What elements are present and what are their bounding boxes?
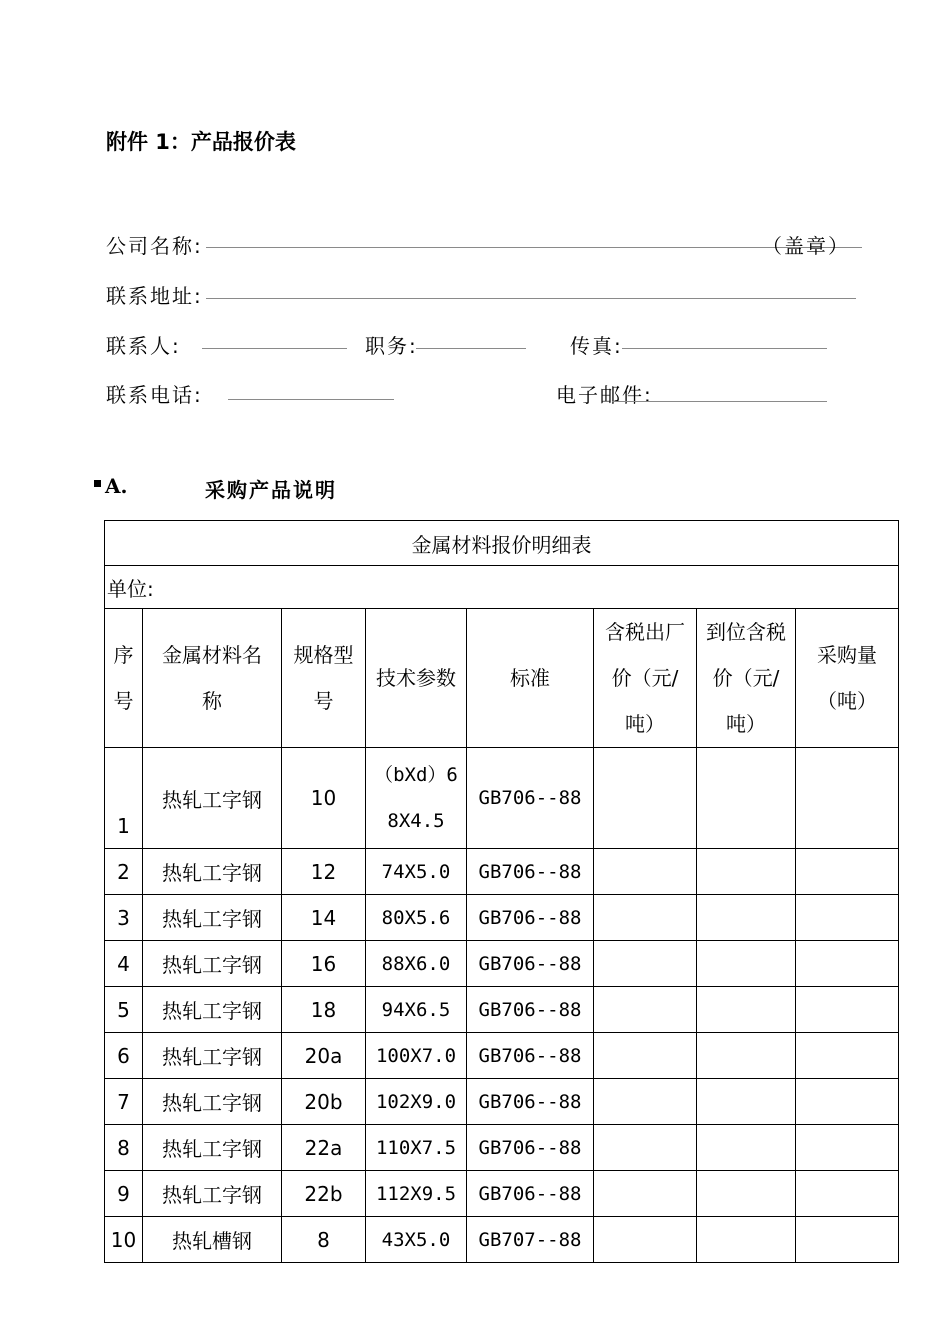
cell-delivered-price[interactable] [697,1125,796,1171]
phone-label: 联系电话: [106,383,203,407]
table-row [105,1033,899,1079]
cell-material-name: 热轧工字钢 [143,1033,282,1079]
cell-quantity[interactable] [796,1125,899,1171]
cell-spec: 14 [282,895,366,941]
cell-spec: 16 [282,941,366,987]
cell-standard: GB706--88 [467,849,594,895]
cell-delivered-price[interactable] [697,849,796,895]
cell-tech-params: 100X7.0 [366,1033,467,1079]
cell-material-name: 热轧工字钢 [143,748,282,849]
email-line[interactable] [612,401,827,402]
cell-material-name: 热轧工字钢 [143,941,282,987]
unit-label: 单位: [105,566,899,609]
table-caption: 金属材料报价明细表 [105,521,899,566]
cell-factory-price[interactable] [594,1079,697,1125]
cell-seq: 8 [105,1125,143,1171]
contact-person-line[interactable] [202,348,347,349]
cell-material-name: 热轧工字钢 [143,895,282,941]
cell-quantity[interactable] [796,895,899,941]
cell-standard: GB706--88 [467,895,594,941]
table-row [105,1217,899,1263]
cell-seq: 7 [105,1079,143,1125]
cell-seq: 6 [105,1033,143,1079]
cell-tech-params: 80X5.6 [366,895,467,941]
cell-tech-params: 74X5.0 [366,849,467,895]
table-row [105,987,899,1033]
cell-standard: GB706--88 [467,1125,594,1171]
cell-factory-price[interactable] [594,748,697,849]
table-row [105,748,899,849]
cell-standard: GB707--88 [467,1217,594,1263]
table-row [105,1171,899,1217]
cell-standard: GB706--88 [467,941,594,987]
cell-quantity[interactable] [796,987,899,1033]
cell-standard: GB706--88 [467,987,594,1033]
cell-quantity[interactable] [796,748,899,849]
cell-spec: 18 [282,987,366,1033]
cell-delivered-price[interactable] [697,748,796,849]
table-row [105,895,899,941]
cell-spec: 20a [282,1033,366,1079]
phone-line[interactable] [228,399,394,400]
company-name-label: 公司名称: [106,234,203,258]
cell-seq: 4 [105,941,143,987]
cell-spec: 20b [282,1079,366,1125]
cell-spec: 8 [282,1217,366,1263]
address-label: 联系地址: [106,284,203,308]
cell-standard: GB706--88 [467,1079,594,1125]
cell-factory-price[interactable] [594,1171,697,1217]
cell-material-name: 热轧槽钢 [143,1217,282,1263]
cell-delivered-price[interactable] [697,895,796,941]
cell-tech-params: 102X9.0 [366,1079,467,1125]
section-title: 采购产品说明 [205,478,337,502]
table-header-row [105,609,899,748]
cell-spec: 22b [282,1171,366,1217]
cell-delivered-price[interactable] [697,1033,796,1079]
cell-tech-params: 88X6.0 [366,941,467,987]
cell-material-name: 热轧工字钢 [143,1125,282,1171]
cell-quantity[interactable] [796,849,899,895]
cell-quantity[interactable] [796,1217,899,1263]
cell-tech-params: 112X9.5 [366,1171,467,1217]
seal-note: （盖章） [762,234,850,258]
header-tech-params: 技术参数 [366,609,467,748]
cell-tech-params: 110X7.5 [366,1125,467,1171]
cell-quantity[interactable] [796,1171,899,1217]
section-bullet-icon [94,480,101,487]
header-material-name: 金属材料名 称 [143,609,282,748]
header-spec: 规格型 号 [282,609,366,748]
cell-material-name: 热轧工字钢 [143,849,282,895]
header-standard: 标准 [467,609,594,748]
document-title: 附件 1：产品报价表 [106,130,296,154]
fax-label: 传真: [570,334,623,358]
cell-factory-price[interactable] [594,1217,697,1263]
cell-factory-price[interactable] [594,895,697,941]
cell-standard: GB706--88 [467,1033,594,1079]
header-delivered-price: 到位含税 价（元/ 吨） [697,609,796,748]
price-detail-table [104,520,899,1263]
cell-factory-price[interactable] [594,1125,697,1171]
table-row [105,941,899,987]
cell-seq: 9 [105,1171,143,1217]
cell-quantity[interactable] [796,1033,899,1079]
position-label: 职务: [365,334,418,358]
header-quantity: 采购量 （吨） [796,609,899,748]
cell-seq: 10 [105,1217,143,1263]
table-row [105,1079,899,1125]
cell-quantity[interactable] [796,1079,899,1125]
cell-quantity[interactable] [796,941,899,987]
table-row [105,849,899,895]
cell-delivered-price[interactable] [697,941,796,987]
cell-standard: GB706--88 [467,1171,594,1217]
cell-seq: 5 [105,987,143,1033]
cell-factory-price[interactable] [594,987,697,1033]
email-label: 电子邮件: [556,383,653,407]
cell-tech-params: （bXd）6 8X4.5 [366,748,467,849]
cell-spec: 22a [282,1125,366,1171]
cell-spec: 10 [282,748,366,849]
cell-factory-price[interactable] [594,941,697,987]
cell-seq: 3 [105,895,143,941]
header-seq: 序 号 [105,609,143,748]
cell-delivered-price[interactable] [697,1171,796,1217]
cell-spec: 12 [282,849,366,895]
cell-material-name: 热轧工字钢 [143,1079,282,1125]
cell-material-name: 热轧工字钢 [143,1171,282,1217]
cell-tech-params: 94X6.5 [366,987,467,1033]
cell-standard: GB706--88 [467,748,594,849]
table-row [105,1125,899,1171]
cell-delivered-price[interactable] [697,1217,796,1263]
address-line[interactable] [206,298,856,299]
contact-person-label: 联系人: [106,334,181,358]
header-factory-price: 含税出厂 价（元/ 吨） [594,609,697,748]
cell-seq: 2 [105,849,143,895]
cell-delivered-price[interactable] [697,987,796,1033]
cell-factory-price[interactable] [594,1033,697,1079]
position-line[interactable] [416,348,526,349]
cell-tech-params: 43X5.0 [366,1217,467,1263]
fax-line[interactable] [622,348,827,349]
cell-factory-price[interactable] [594,849,697,895]
cell-material-name: 热轧工字钢 [143,987,282,1033]
section-letter: A. [105,474,128,498]
cell-delivered-price[interactable] [697,1079,796,1125]
cell-seq: 1 [105,748,143,849]
